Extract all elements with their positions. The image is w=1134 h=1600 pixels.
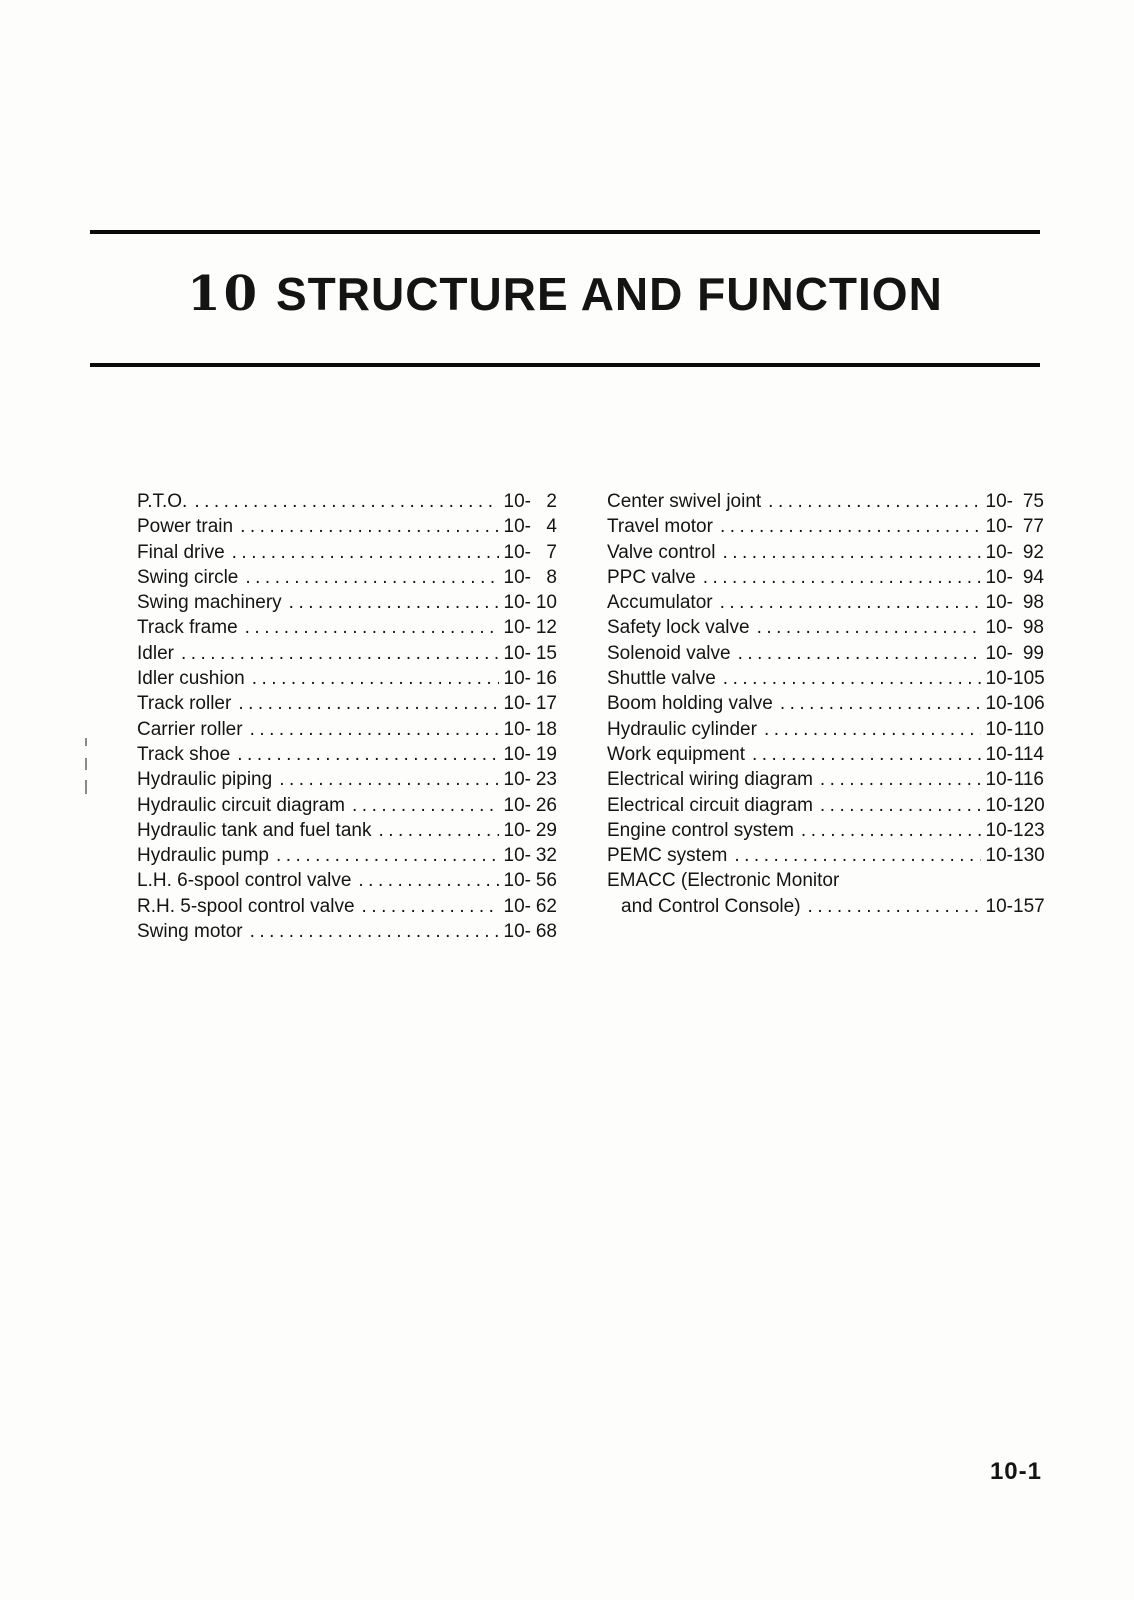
toc-entry-page: 10- 157 <box>985 895 1045 917</box>
toc-entry-page: 10- 123 <box>985 819 1045 841</box>
toc-entry-page: 10- 15 <box>503 642 557 664</box>
dot-leader <box>723 666 981 691</box>
toc-entry <box>137 843 557 868</box>
title-rule-bottom <box>90 363 1040 367</box>
toc-entry-page: 10- 105 <box>985 668 1045 690</box>
toc-entry-page: 10- 98 <box>985 617 1044 639</box>
dot-leader <box>752 742 981 767</box>
toc-entry-label: Track roller <box>137 693 232 715</box>
toc-entry <box>137 793 557 818</box>
dot-leader <box>245 615 499 640</box>
toc-entry <box>607 691 1044 716</box>
dot-leader <box>245 565 498 590</box>
toc-entry-page: 10- 114 <box>985 743 1044 765</box>
toc-entry-page: 10- 106 <box>985 693 1045 715</box>
toc-entry <box>607 868 1044 893</box>
dot-leader <box>722 540 980 565</box>
toc-entry-label: Final drive <box>137 541 225 563</box>
title-rule-top <box>90 230 1040 234</box>
toc-entry-page: 10- 130 <box>985 845 1045 867</box>
toc-entry <box>137 666 557 691</box>
toc-entry <box>607 514 1044 539</box>
dot-leader <box>820 767 981 792</box>
chapter-title: STRUCTURE AND FUNCTION <box>275 268 943 320</box>
dot-leader <box>279 767 498 792</box>
toc-entry <box>137 894 557 919</box>
toc-entry-label: PEMC system <box>607 845 728 867</box>
toc-entry-label: Swing motor <box>137 921 243 943</box>
toc-entry-label: Work equipment <box>607 743 745 765</box>
toc-left-column <box>137 489 557 944</box>
toc-entry <box>137 691 557 716</box>
toc-entry <box>137 514 557 539</box>
dot-leader <box>237 742 498 767</box>
toc-entry-page: 10- 110 <box>985 718 1044 740</box>
toc-entry-page: 10- 56 <box>503 870 557 892</box>
toc-entry <box>137 540 557 565</box>
toc-entry-page: 10- 26 <box>503 794 557 816</box>
toc-entry-page: 10- 8 <box>503 566 557 588</box>
toc-entry-page: 10- 12 <box>503 617 557 639</box>
toc-entry <box>607 489 1044 514</box>
toc-entry-page: 10- 19 <box>503 743 557 765</box>
toc-entry-page: 10- 77 <box>985 516 1044 538</box>
dot-leader <box>808 894 981 919</box>
toc-entry-label: Hydraulic cylinder <box>607 718 757 740</box>
toc-entry-label: Swing machinery <box>137 592 282 614</box>
toc-entry-page: 10- 18 <box>503 718 557 740</box>
dot-leader <box>276 843 499 868</box>
toc-entry <box>607 641 1044 666</box>
toc-entry <box>137 818 557 843</box>
toc-entry-label: Solenoid valve <box>607 642 731 664</box>
toc-entry <box>137 919 557 944</box>
toc-entry <box>607 767 1044 792</box>
dot-leader <box>250 919 499 944</box>
toc-entry-label: Track frame <box>137 617 238 639</box>
dot-leader <box>720 514 981 539</box>
toc-entry-page: 10- 16 <box>503 668 557 690</box>
toc-entry-label: Safety lock valve <box>607 617 750 639</box>
toc-entry <box>607 717 1044 742</box>
toc-entry <box>137 590 557 615</box>
toc-entry <box>137 717 557 742</box>
dot-leader <box>289 590 499 615</box>
toc-entry-page: 10- 29 <box>503 819 557 841</box>
toc-entry-page: 10- 4 <box>503 516 557 538</box>
toc-entry <box>607 590 1044 615</box>
dot-leader <box>801 818 981 843</box>
toc-entry-label: R.H. 5-spool control valve <box>137 895 355 917</box>
dot-leader <box>820 793 981 818</box>
toc-entry <box>607 843 1044 868</box>
toc-entry-label: Hydraulic pump <box>137 845 269 867</box>
toc-entry-label: Center swivel joint <box>607 491 762 512</box>
toc-entry-label: Swing circle <box>137 566 239 588</box>
dot-leader <box>181 641 499 666</box>
toc-entry-page: 10- 75 <box>985 491 1044 512</box>
toc-entry <box>607 894 1044 919</box>
toc-entry-page: 10- 98 <box>985 592 1044 614</box>
toc-entry-label: PPC valve <box>607 566 696 588</box>
toc-entry <box>137 489 557 514</box>
toc-entry <box>607 793 1044 818</box>
toc-entry-label: Engine control system <box>607 819 794 841</box>
dot-leader <box>194 489 498 514</box>
toc-entry-label: Hydraulic piping <box>137 769 273 791</box>
toc-entry-label: EMACC (Electronic Monitor <box>607 870 840 892</box>
toc-entry <box>607 742 1044 767</box>
scan-artifact <box>85 738 87 746</box>
toc-entry <box>607 666 1044 691</box>
toc-entry-page: 10- 10 <box>503 592 557 614</box>
toc-entry-label: Power train <box>137 516 234 538</box>
dot-leader <box>240 514 498 539</box>
toc-entry <box>607 540 1044 565</box>
toc-entry-label: Accumulator <box>607 592 713 614</box>
dot-leader <box>362 894 499 919</box>
toc-entry-label: Track shoe <box>137 743 231 765</box>
toc-entry <box>137 868 557 893</box>
toc-entry-label: L.H. 6-spool control valve <box>137 870 352 892</box>
toc-entry-label: Travel motor <box>607 516 713 538</box>
dot-leader <box>720 590 981 615</box>
page-title <box>90 266 1040 322</box>
toc-entry <box>137 615 557 640</box>
dot-leader <box>738 641 981 666</box>
toc-entry <box>137 742 557 767</box>
toc-entry-page: 10- 120 <box>985 794 1045 816</box>
toc-entry-label: Idler cushion <box>137 668 245 690</box>
dot-leader <box>734 843 980 868</box>
chapter-number: 10 <box>187 266 260 322</box>
toc-entry-page: 10- 116 <box>985 769 1044 791</box>
toc-entry <box>137 565 557 590</box>
toc-entry <box>607 818 1044 843</box>
toc-entry-label: Shuttle valve <box>607 668 716 690</box>
toc-entry <box>607 565 1044 590</box>
dot-leader <box>252 666 499 691</box>
toc-entry-page: 10- 32 <box>503 845 557 867</box>
toc-entry-page: 10- 68 <box>503 921 557 943</box>
dot-leader <box>358 868 498 893</box>
dot-leader <box>768 489 980 514</box>
toc-entry-label: Valve control <box>607 541 716 563</box>
toc-entry-page: 10- 92 <box>985 541 1044 563</box>
footer-page-number: 10-1 <box>989 1458 1042 1485</box>
toc-entry <box>607 615 1044 640</box>
dot-leader <box>378 818 498 843</box>
toc-entry-page: 10- 7 <box>503 541 557 563</box>
toc-entry-page: 10- 62 <box>503 895 557 917</box>
dot-leader <box>703 565 981 590</box>
toc-right-column <box>607 489 1044 944</box>
toc-entry-label: Carrier roller <box>137 718 243 740</box>
table-of-contents <box>137 489 1044 944</box>
dot-leader <box>757 615 981 640</box>
toc-entry-label: P.T.O. <box>137 491 188 512</box>
dot-leader <box>352 793 499 818</box>
toc-entry-label: Hydraulic tank and fuel tank <box>137 819 372 841</box>
dot-leader <box>250 717 499 742</box>
toc-entry-label: Hydraulic circuit diagram <box>137 794 346 816</box>
dot-leader <box>238 691 498 716</box>
dot-leader <box>764 717 981 742</box>
toc-entry-label: Idler <box>137 642 174 664</box>
scan-artifact <box>85 780 87 794</box>
toc-entry-page: 10- 99 <box>985 642 1044 664</box>
toc-entry-page: 10- 2 <box>503 491 557 512</box>
toc-entry-label: and Control Console) <box>621 895 801 917</box>
toc-entry <box>137 767 557 792</box>
toc-entry-page: 10- 23 <box>503 769 557 791</box>
scan-artifact <box>85 758 87 770</box>
toc-entry-label: Boom holding valve <box>607 693 773 715</box>
toc-entry-page: 10- 17 <box>503 693 557 715</box>
toc-entry <box>137 641 557 666</box>
toc-entry-page: 10- 94 <box>985 566 1044 588</box>
toc-entry-label: Electrical circuit diagram <box>607 794 813 816</box>
toc-entry-label: Electrical wiring diagram <box>607 769 813 791</box>
dot-leader <box>232 540 499 565</box>
dot-leader <box>780 691 981 716</box>
